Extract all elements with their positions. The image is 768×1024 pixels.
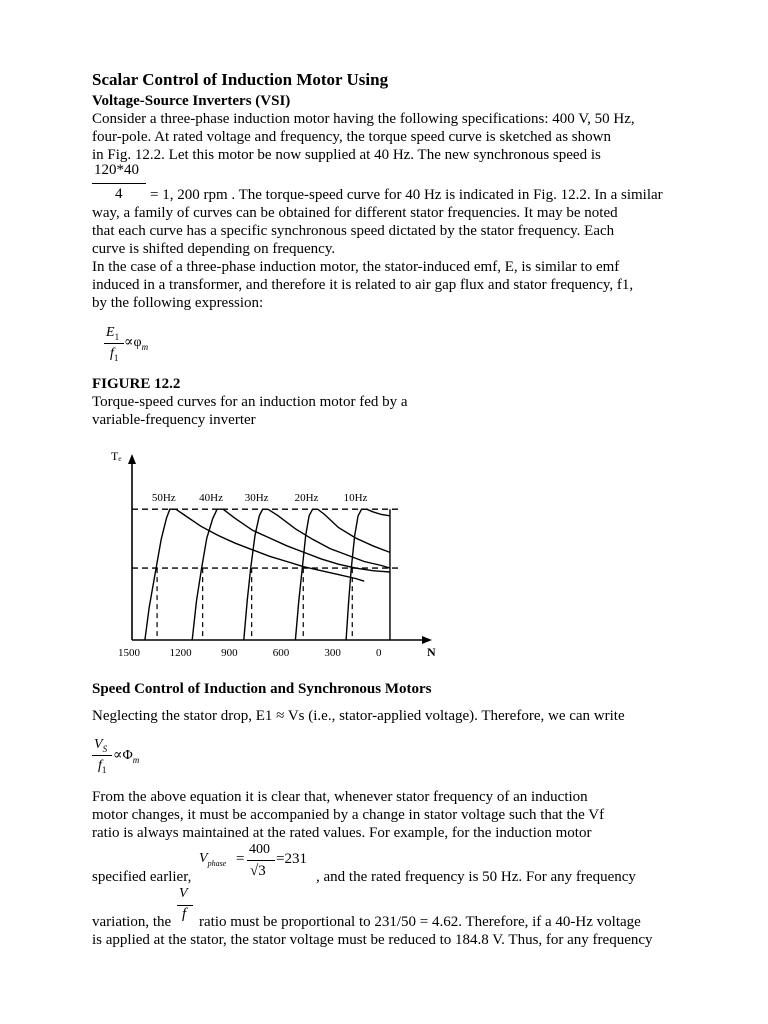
paragraph-line: From the above equation it is clear that, whenever stator frequency of an induction bbox=[92, 789, 588, 805]
x-axis-label: N bbox=[427, 645, 436, 659]
fraction-bar bbox=[92, 755, 112, 756]
paragraph-line: by the following expression: bbox=[92, 295, 264, 311]
paragraph-line: motor changes, it must be accompanied by a change in stator voltage such that the Vf bbox=[92, 807, 605, 823]
paragraph-line: four-pole. At rated voltage and frequency, the torque speed curve is sketched as shown bbox=[92, 129, 611, 145]
sync-speed-numerator: 120*40 bbox=[94, 162, 139, 178]
eq3-lhs: $V_{phase}$ bbox=[199, 851, 227, 868]
x-axis-arrow bbox=[422, 636, 432, 644]
paragraph-line: In the case of a three-phase induction motor, the stator-induced emf, E, is similar to emf bbox=[92, 259, 620, 275]
paragraph-line: = 1, 200 rpm . The torque-speed curve for 40 Hz is indicated in Fig. 12.2. In a similar bbox=[150, 187, 663, 203]
paragraph-line: that each curve has a specific synchronous speed dictated by the stator frequency. Each bbox=[92, 223, 615, 239]
paragraph-line: ratio is always maintained at the rated values. For example, for the induction motor bbox=[92, 825, 592, 841]
x-tick-label: 600 bbox=[272, 647, 290, 659]
eq1-numerator: $E_1$ bbox=[106, 325, 120, 342]
paragraph-line: in Fig. 12.2. Let this motor be now supplied at 40 Hz. The new synchronous speed is bbox=[92, 147, 601, 163]
paragraph-line: Consider a three-phase induction motor having the following specifications: 400 V, 50 Hz, bbox=[92, 111, 635, 127]
paragraph-line: way, a family of curves can be obtained for different stator frequencies. It may be noted bbox=[92, 205, 618, 221]
fraction-bar bbox=[92, 183, 146, 184]
series-label-30Hz: 30Hz bbox=[244, 492, 269, 505]
figure-label: FIGURE 12.2 bbox=[92, 376, 181, 392]
sync-speed-denominator: 4 bbox=[115, 186, 123, 202]
series-label-40Hz: 40Hz bbox=[199, 492, 223, 505]
eq2-numerator: $V_S$ bbox=[94, 737, 108, 754]
eq3-numerator: 400 bbox=[249, 842, 270, 857]
figure-caption-line: variable-frequency inverter bbox=[92, 412, 256, 428]
paragraph-line: induced in a transformer, and therefore it is related to air gap flux and stator frequency, f1, bbox=[92, 277, 634, 293]
eq4-denominator: f bbox=[182, 906, 187, 922]
series-label-20Hz: 20Hz bbox=[294, 492, 319, 505]
fraction-bar bbox=[247, 860, 275, 861]
paragraph-line: Neglecting the stator drop, E1 ≈ Vs (i.e., stator-applied voltage). Therefore, we can write bbox=[92, 708, 625, 724]
y-axis-label: Tₑ bbox=[111, 449, 122, 463]
paragraph-line: is applied at the stator, the stator voltage must be reduced to 184.8 V. Thus, for any frequency bbox=[92, 932, 653, 948]
figure-caption-line: Torque-speed curves for an induction motor fed by a bbox=[92, 394, 408, 410]
series-label-10Hz: 10Hz bbox=[343, 492, 368, 505]
x-tick-label: 900 bbox=[221, 647, 238, 659]
curve-40Hz bbox=[192, 509, 390, 640]
eq2-denominator: $f_1$ bbox=[98, 758, 107, 775]
curve-30Hz bbox=[244, 509, 390, 640]
x-tick-label: 1200 bbox=[169, 647, 192, 659]
x-tick-label: 300 bbox=[324, 647, 341, 659]
curve-20Hz bbox=[295, 509, 390, 640]
fraction-bar bbox=[104, 343, 124, 344]
page-subtitle: Voltage-Source Inverters (VSI) bbox=[92, 93, 291, 109]
eq3-rhs: =231 bbox=[276, 851, 307, 867]
curve-50Hz bbox=[145, 509, 364, 640]
section-heading: Speed Control of Induction and Synchronous Motors bbox=[92, 681, 432, 697]
x-tick-label: 0 bbox=[375, 647, 382, 659]
paragraph-line: , and the rated frequency is 50 Hz. For any frequency bbox=[316, 869, 636, 885]
eq1-denominator: $f_1$ bbox=[110, 346, 119, 363]
eq4-numerator: V bbox=[179, 886, 188, 901]
page-title: Scalar Control of Induction Motor Using bbox=[92, 70, 389, 89]
torque-speed-chart bbox=[100, 440, 436, 665]
eq3-equals: = bbox=[236, 851, 245, 867]
y-axis-arrow bbox=[128, 454, 136, 464]
eq2-rhs: $\propto\Phi_m$ bbox=[113, 748, 140, 765]
curve-10Hz bbox=[346, 509, 390, 640]
paragraph-line: variation, the bbox=[92, 914, 172, 930]
series-label-50Hz: 50Hz bbox=[151, 492, 176, 505]
paragraph-line: ratio must be proportional to 231/50 = 4.62. Therefore, if a 40-Hz voltage bbox=[199, 914, 641, 930]
paragraph-line: specified earlier, bbox=[92, 869, 192, 885]
eq3-denominator: √3 bbox=[250, 863, 266, 879]
eq1-rhs: $\propto\varphi_m$ bbox=[124, 335, 149, 352]
paragraph-line: curve is shifted depending on frequency. bbox=[92, 241, 336, 257]
x-tick-label: 1500 bbox=[118, 647, 140, 659]
